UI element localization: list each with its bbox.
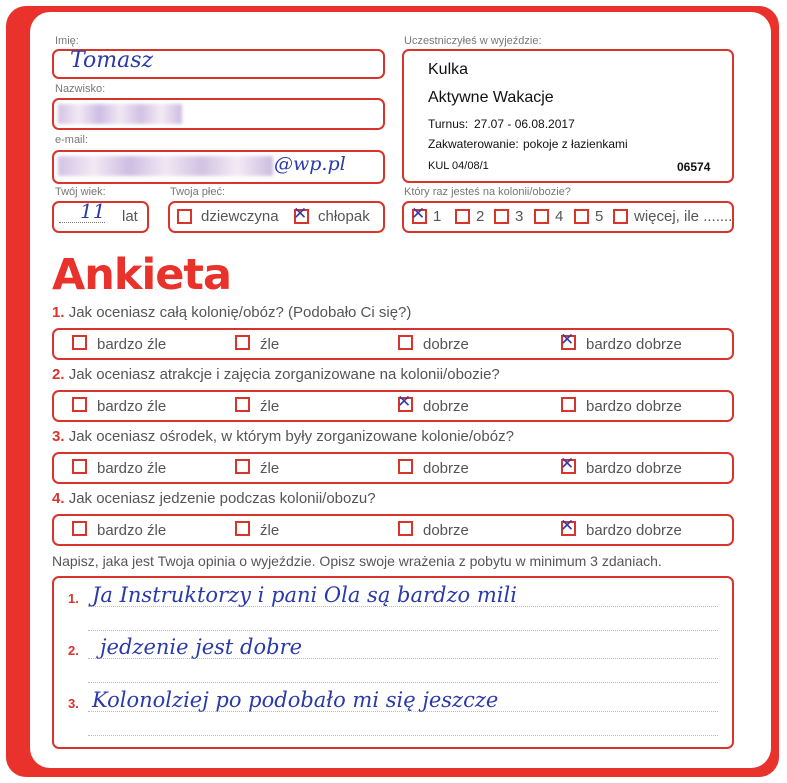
rating-checkbox-bad[interactable] xyxy=(235,335,250,350)
rating-option-very-bad: bardzo źle xyxy=(97,398,167,415)
rating-option-very-good: bardzo dobrze xyxy=(586,460,682,477)
check-mark-icon: ✕ xyxy=(560,454,575,474)
times-checkbox-5[interactable] xyxy=(574,209,589,224)
opinion-line-number: 3. xyxy=(68,696,79,711)
age-unit: lat xyxy=(122,208,138,225)
times-label: Który raz jesteś na kolonii/obozie? xyxy=(404,186,571,198)
rating-option-very-bad: bardzo źle xyxy=(97,460,167,477)
rating-checkbox-good[interactable] xyxy=(398,335,413,350)
rating-checkbox-very-bad[interactable] xyxy=(72,521,87,536)
rating-checkbox-good[interactable] xyxy=(398,521,413,536)
email-redacted xyxy=(58,156,273,176)
turnus-value: 27.07 - 06.08.2017 xyxy=(474,117,575,131)
question-number: 1. xyxy=(52,304,65,321)
rating-option-bad: źle xyxy=(260,460,280,477)
question-text xyxy=(52,490,376,507)
surname-label: Nazwisko: xyxy=(55,83,106,95)
camp-name: Kulka xyxy=(428,61,469,78)
question-number: 2. xyxy=(52,366,65,383)
rating-checkbox-very-bad[interactable] xyxy=(72,397,87,412)
rating-option-good: dobrze xyxy=(423,522,469,539)
rating-checkbox-very-bad[interactable] xyxy=(72,335,87,350)
rating-checkbox-very-good[interactable] xyxy=(560,330,576,350)
rating-option-good: dobrze xyxy=(423,398,469,415)
opinion-line-rule xyxy=(88,682,718,683)
times-checkbox-more[interactable] xyxy=(613,209,628,224)
question-label: Jak oceniasz całą kolonię/obóz? (Podobało Ci się?) xyxy=(68,304,412,321)
question-text xyxy=(52,366,500,383)
gender-checkbox-girl[interactable] xyxy=(177,209,192,224)
opinion-line-rule xyxy=(88,735,718,736)
rating-checkbox-good[interactable] xyxy=(397,392,413,412)
gender-option-girl: dziewczyna xyxy=(201,208,279,225)
opinion-prompt: Napisz, jaka jest Twoja opinia o wyjeździe. Opisz swoje wrażenia z pobytu w minimum 3 zdaniach. xyxy=(52,553,662,569)
opinion-line-number: 2. xyxy=(68,643,79,658)
rating-option-bad: źle xyxy=(260,522,280,539)
name-label: Imię: xyxy=(55,35,79,47)
opinion-line-text: Ja Instruktorzy i pani Ola są bardzo mili xyxy=(92,583,517,607)
question-number: 4. xyxy=(52,490,65,507)
opinion-line-text: jedzenie jest dobre xyxy=(100,635,303,659)
check-mark-icon: ✕ xyxy=(560,516,575,536)
check-mark-icon: ✕ xyxy=(560,330,575,350)
name-value: Tomasz xyxy=(70,48,154,73)
question-label: Jak oceniasz ośrodek, w którym były zorganizowane kolonie/obóz? xyxy=(68,428,514,445)
gender-option-boy: chłopak xyxy=(318,208,370,225)
age-label: Twój wiek: xyxy=(55,186,106,198)
opinion-line-rule xyxy=(88,630,718,631)
rating-checkbox-very-bad[interactable] xyxy=(72,459,87,474)
rating-checkbox-bad[interactable] xyxy=(235,397,250,412)
rating-option-very-good: bardzo dobrze xyxy=(586,522,682,539)
check-mark-icon: ✕ xyxy=(411,204,426,224)
turnus-label: Turnus: xyxy=(428,117,469,131)
age-value: 11 xyxy=(80,199,106,223)
question-label: Jak oceniasz atrakcje i zajęcia zorganizowane na kolonii/obozie? xyxy=(68,366,500,383)
times-option-4: 4 xyxy=(555,208,564,225)
times-option-5: 5 xyxy=(595,208,604,225)
rating-option-bad: źle xyxy=(260,398,280,415)
times-checkbox-2[interactable] xyxy=(455,209,470,224)
rating-option-very-bad: bardzo źle xyxy=(97,522,167,539)
surname-redacted xyxy=(58,104,182,124)
email-label: e-mail: xyxy=(55,134,89,146)
camp-code: KUL 04/08/1 xyxy=(428,160,489,172)
check-mark-icon: ✕ xyxy=(293,204,308,224)
times-checkbox-4[interactable] xyxy=(534,209,549,224)
camp-number: 06574 xyxy=(677,160,711,174)
accommodation-value: pokoje z łazienkami xyxy=(523,137,628,151)
question-text xyxy=(52,428,514,445)
rating-option-very-bad: bardzo źle xyxy=(97,336,167,353)
times-option-2: 2 xyxy=(476,208,485,225)
rating-checkbox-good[interactable] xyxy=(398,459,413,474)
question-label: Jak oceniasz jedzenie podczas kolonii/obozu? xyxy=(68,490,376,507)
opinion-line-text: Kolonolziej po podobało mi się jeszcze xyxy=(92,688,499,712)
rating-checkbox-very-good[interactable] xyxy=(560,516,576,536)
check-mark-icon: ✕ xyxy=(397,392,412,412)
gender-label: Twoja płeć: xyxy=(170,186,226,198)
opinion-line-number: 1. xyxy=(68,591,79,606)
times-option-3: 3 xyxy=(515,208,524,225)
rating-option-bad: źle xyxy=(260,336,280,353)
email-suffix: @wp.pl xyxy=(274,153,346,175)
gender-checkbox-boy[interactable] xyxy=(293,204,309,224)
accommodation-label: Zakwaterowanie: xyxy=(428,137,519,151)
rating-checkbox-bad[interactable] xyxy=(235,521,250,536)
rating-option-very-good: bardzo dobrze xyxy=(586,398,682,415)
question-text xyxy=(52,304,411,321)
rating-option-good: dobrze xyxy=(423,460,469,477)
question-number: 3. xyxy=(52,428,65,445)
rating-checkbox-bad[interactable] xyxy=(235,459,250,474)
camp-organizer: Aktywne Wakacje xyxy=(428,89,554,106)
rating-checkbox-very-good[interactable] xyxy=(560,454,576,474)
participation-label: Uczestniczyłeś w wyjeździe: xyxy=(404,35,542,47)
times-option-1: 1 xyxy=(433,208,442,225)
times-checkbox-3[interactable] xyxy=(494,209,509,224)
times-option-more: więcej, ile ....... xyxy=(634,208,733,225)
rating-option-very-good: bardzo dobrze xyxy=(586,336,682,353)
times-checkbox-1[interactable] xyxy=(411,204,427,224)
rating-option-good: dobrze xyxy=(423,336,469,353)
survey-title: Ankieta xyxy=(52,250,231,300)
rating-checkbox-very-good[interactable] xyxy=(561,397,576,412)
